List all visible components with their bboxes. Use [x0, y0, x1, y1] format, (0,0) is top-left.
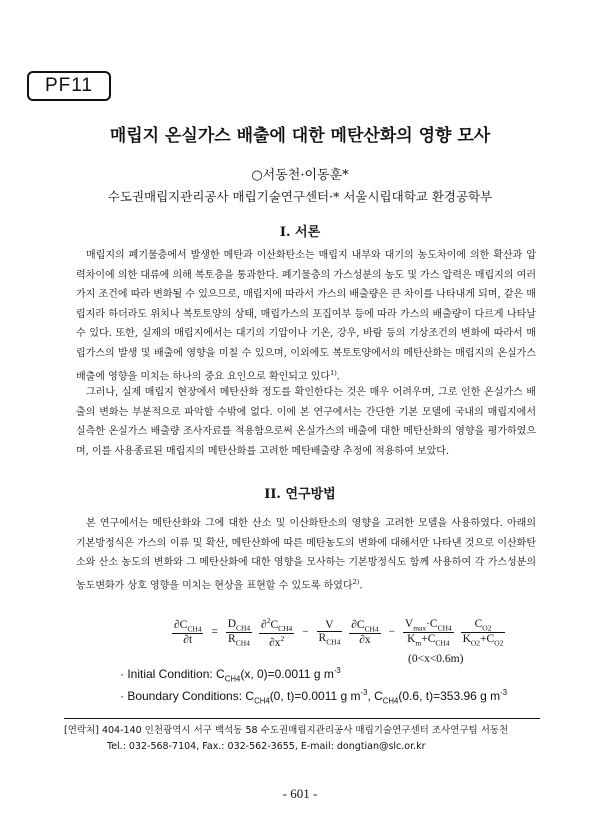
methods-paragraph-1: 본 연구에서는 메탄산화와 그에 대한 산소 및 이산화탄소의 영향을 고려한 모델을 사용하였다. 아래의 기본방정식은 가스의 이류 및 확산, 메탄산화에 따른 메탄농도의 변화에 대해서만 나타낸 것으로 이산화탄소와 산소 농도의 변화와 그 메탄산화에 대한 영향을 모사하는 기본방정식도 함께 사용하여 각 가스성분의 농도변화가 상호 영향을 미치는 현상을 표현할 수 있도록 하였다$^{2)}$.: [76, 518, 536, 592]
paper-id-badge: PF11: [27, 71, 111, 101]
section-heading-intro: I. 서론: [279, 225, 321, 240]
intro-paragraph-1: 매립지의 폐기물층에서 발생한 메탄과 이산화탄소는 매립지 내부와 대기의 농도차이에 의한 확산과 압력차이에 의한 대류에 의해 복토층을 통과한다. 폐기물층의 가스성분의 농도 및 가스 압력은 매립지의 여러 가지 조건에 따라 변화될 수 있으므로, 매립지에 따라서 가스의 배출량은 큰 차이를 나타내게 되며, 같은 매립지라 하더라도 위치나 복토토양의 상태, 매립가스의 포집여부 등에 따라 가스의 배출량이 다르게 나타날 수 있다. 또한, 실제의 매립지에서는 대기의 기압이나 기온, 강우, 바람 등의 기상조건의 변화에 따라서 매립가스의 발생 및 배출에 영향을 미칠 수 있으며, 이외에도 복토토양에서의 메탄산화는 매립지의 온실가스 배출에 영향을 미치는 하나의 중요 요인으로 확인되고 있다$^{1)}$.: [76, 250, 536, 382]
boundary-conditions: · Boundary Conditions: $C_{CH4}(0$, t)=0.0011 g $m^{-3}$, $C_{CH4}(0.6$, t)=353.96 g $m^{-3}$: [120, 688, 508, 706]
page-number: - 601 -: [282, 786, 318, 801]
affiliation: 수도권매립지관리공사 매립기술연구센터·* 서울시립대학교 환경공학부: [107, 189, 493, 204]
governing-equation: $\frac{\partial C_{CH4}}{\partial t}$ = $\frac{D_{CH4}}{R_{CH4}}$ $\frac{\partial^2C_{CH4}}{\partial x^2}$ − $\frac{V}{R_{CH4}}$ $\frac{\partial C_{CH4}}{\partial x}$ − $\frac{V_{max}\cdot C_{CH4}}{K_m+C_{CH4}}$ $\frac{C_{O2}}{K_{O2}+C_{O2}}$: [174, 616, 504, 649]
contact-address: [연락처] 404-140 인천광역시 서구 백석동 58 수도권매립지관리공사 매립기술연구센터 조사연구팀 서동천: [64, 725, 509, 736]
initial-condition: · Initial Condition: $C_{CH4}(x$, 0)=0.0011 g $m^{-3}$: [120, 666, 341, 684]
citation-1: 1): [330, 368, 337, 377]
authors: ○서동천·이동훈*: [251, 168, 349, 183]
footer-divider: [64, 718, 540, 719]
citation-2: 2): [352, 577, 360, 586]
domain-range: (0<x<0.6m): [408, 653, 464, 665]
contact-phone-email: Tel.: 032-568-7104, Fax.: 032-562-3655, E-mail: dongtian@slc.or.kr: [107, 741, 426, 752]
section-heading-methods: II. 연구방법: [264, 487, 336, 502]
contact-info: [64, 723, 540, 755]
paper-title: 매립지 온실가스 배출에 대한 메탄산화의 영향 모사: [109, 126, 491, 146]
intro-paragraph-2: 그러나, 실제 매립지 현장에서 메탄산화 정도를 확인한다는 것은 매우 어려우며, 그로 인한 온실가스 배출의 변화는 부분적으로 파악할 수밖에 없다. 이에 본 연구에서는 간단한 기본 모델에 국내의 매립지에서 실측한 온실가스 배출량 조사자료를 적용함으로써 온실가스의 배출에 대한 메탄산화의 영향을 평가하였으며, 이를 사용종료된 매립지의 메탄산화를 고려한 메탄배출량 추정에 적용하여 보았다.: [76, 387, 536, 457]
